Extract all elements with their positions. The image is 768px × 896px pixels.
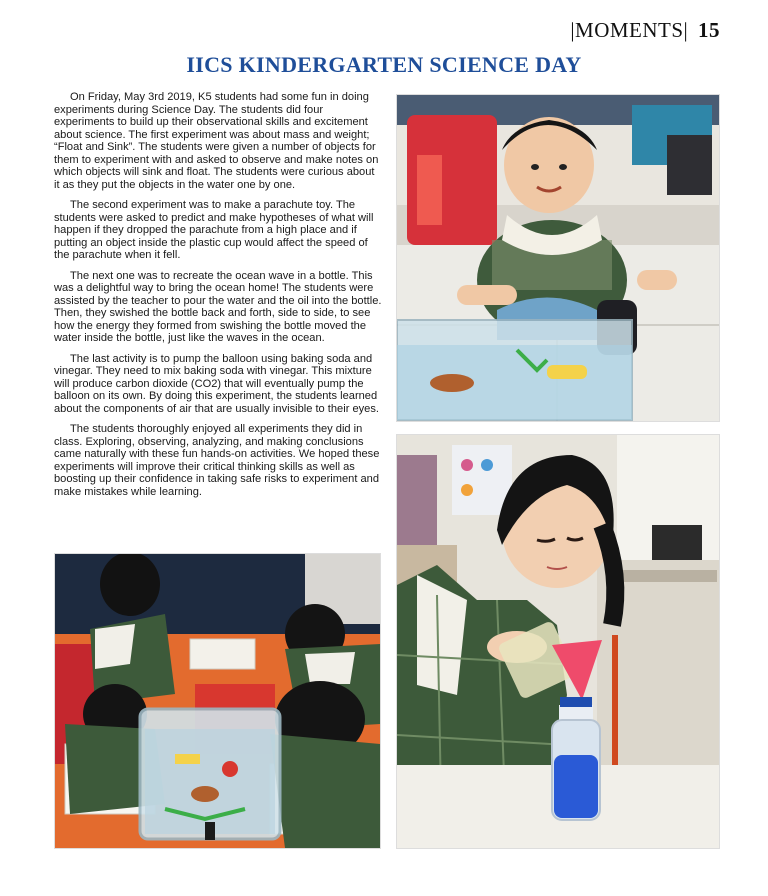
page-header <box>570 18 720 43</box>
article-paragraph: The next one was to recreate the ocean wave in a bottle. This was a delightful way to bring the ocean home! The students were assisted by the teacher to pour the water and the oil into the bottle. Then, they swished the bottle back and forth, side to side, to see how the energy they formed from swishing the bottle moved the water inside the bottle, just like the waves in the ocean. <box>54 269 382 344</box>
photo-girl-ocean-bottle <box>396 434 720 849</box>
page-number: 15 <box>698 18 720 42</box>
photo-students-writing <box>54 553 381 849</box>
article-paragraph: The second experiment was to make a parachute toy. The students were asked to predict and make hypotheses of what will happen if they dropped the parachute from a high place and if putting an object inside the plastic cup would affect the speed of the parachute when it fell. <box>54 199 374 261</box>
article-body <box>54 91 382 506</box>
section-label: |MOMENTS| <box>570 18 689 42</box>
page-title: IICS KINDERGARTEN SCIENCE DAY <box>186 52 582 77</box>
article-paragraph: On Friday, May 3rd 2019, K5 students had some fun in doing experiments during Science Day. The students did four experiments to build up their observational skills and excitement about science. The first experiment was about mass and weight; “Float and Sink”. The students were given a number of objects for them to experiment with and asked to observe and make notes on which objects will sink and float. The students were curious about it as they put the objects in the water one by one. <box>54 91 379 191</box>
article-paragraph: The students thoroughly enjoyed all experiments they did in class. Exploring, observing, analyzing, and making conclusions came naturally with these fun hands-on activities. We hoped these experiments will improve their critical thinking skills as well as boosting up their confidence in taking safe risks to experiment and make mistakes while learning. <box>54 423 380 498</box>
article-paragraph: The last activity is to pump the balloon using baking soda and vinegar. They need to mix baking soda with vinegar. This mixture will produce carbon dioxide (CO2) that will eventually pump the balloon on its own. By doing this experiment, the students learned about the components of air that are usually invisible to their eyes. <box>54 352 379 415</box>
photo-boy-float-sink <box>396 94 720 422</box>
